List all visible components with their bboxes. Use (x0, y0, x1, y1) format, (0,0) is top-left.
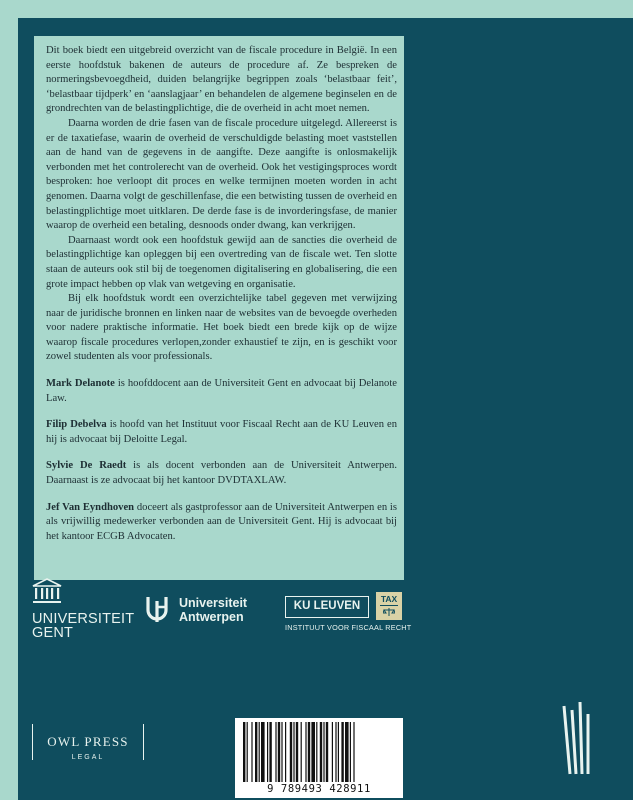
ugent-logo (32, 578, 135, 648)
kuleuven-name: KU LEUVEN (285, 596, 369, 618)
author-name: Filip Debelva (46, 419, 107, 431)
author-name: Mark Delanote (46, 378, 115, 390)
barcode-bar (341, 722, 343, 782)
barcode-bar (338, 722, 339, 782)
ugent-line-2: GENT (32, 625, 74, 641)
blurb-box (34, 36, 404, 580)
kuleuven-logo (285, 592, 435, 640)
publisher-imprint: LEGAL (71, 754, 105, 761)
author-bio-3 (46, 459, 397, 488)
barcode-bar (311, 722, 315, 782)
barcode-bar (305, 722, 306, 782)
barcode-bar (308, 722, 310, 782)
barcode-bar (345, 722, 349, 782)
publisher-name: OWL PRESS (47, 734, 129, 749)
uantwerpen-mark-icon (145, 594, 171, 624)
barcode-bar (243, 722, 245, 782)
barcode-bar (247, 722, 248, 782)
author-bio-4 (46, 501, 397, 545)
author-name: Sylvie De Raedt (46, 460, 127, 472)
blurb-paragraph-1: Dit boek biedt een uitgebreid overzicht van de fiscale procedure in België. In een eerste hoofdstuk bakenen de auteurs de procedure af. Ze bespreken de normeringsbevoegdheid, duiden belangrijke begrippen zoals ‘belastbaar feit’, ‘belastbaar tijdperk’ en ‘aanslagjaar’ en behandelen de algemene beginselen en de grondrechten van de belastingplichtige, die de overheid in acht moet nemen. (46, 45, 397, 115)
barcode-bar (301, 722, 302, 782)
barcode-bar (332, 722, 333, 782)
barcode-bar (293, 722, 294, 782)
isbn-barcode (235, 718, 403, 798)
barcode-bar (251, 722, 252, 782)
owl-press-logo (32, 724, 144, 768)
tax-label: TAX (380, 594, 398, 604)
blurb-paragraph-3: Daarnaast wordt ook een hoofdstuk gewijd aan de sancties die overheid de belastingplichtige kan opleggen bij een overtreding van de fiscale wet. Ten slotte staan de auteurs ook stil bij de toegenomen digitalisering en globalisering, die een grote impact hebben op vlak van wetgeving en organisatie. (46, 234, 397, 290)
author-bio-2 (46, 418, 397, 447)
author-name: Jef Van Eyndhoven (46, 501, 135, 513)
tax-badge (376, 592, 402, 620)
barcode-bar (275, 722, 276, 782)
barcode-bar (320, 722, 322, 782)
author-bio-text: is als docent verbonden aan de Universiteit Antwerpen. Daarnaast is ze advocaat bij het kantoor DVDTAXLAW. (46, 460, 397, 487)
barcode-bars (235, 722, 403, 786)
barcode-bar (259, 722, 260, 782)
barcode-bar (269, 722, 271, 782)
kuleuven-subtitle: INSTITUUT VOOR FISCAAL RECHT (285, 623, 412, 632)
barcode-bar (316, 722, 317, 782)
barcode-bar (323, 722, 324, 782)
ugent-line-1: UNIVERSITEIT (32, 611, 135, 627)
barcode-bar (281, 722, 282, 782)
uantwerpen-logo (145, 594, 275, 630)
barcode-bar (353, 722, 354, 782)
author-bio-1 (46, 377, 397, 406)
author-bio-text: is hoofd van het Instituut voor Fiscaal Recht aan de KU Leuven en hij is advocaat bij Deloitte Legal. (46, 419, 397, 445)
barcode-bar (290, 722, 292, 782)
barcode-bar (335, 722, 336, 782)
barcode-bar (267, 722, 268, 782)
barcode-bar (278, 722, 280, 782)
barcode-bar (350, 722, 351, 782)
author-bio-text: doceert als gastprofessor aan de Universiteit Antwerpen en is als vrijwillig medewerker verbonden aan de Universiteit Gent. Hij is advocaat bij het kantoor ECGB Advocaten. (46, 501, 397, 542)
barcode-bar (255, 722, 257, 782)
uantwerpen-line-1: Universiteit (179, 596, 248, 610)
barcode-bar (326, 722, 328, 782)
isbn-digits: 9 789493 428911 (267, 783, 371, 795)
barcode-bar (285, 722, 286, 782)
scales-icon (383, 608, 395, 617)
uantwerpen-line-2: Antwerpen (179, 610, 244, 624)
blurb-paragraph-2: Daarna worden de drie fasen van de fiscale procedure uitgelegd. Allereerst is er de taxatiefase, waarin de overheid de verschuldigde belasting moet vaststellen aan de hand van de gegevens in de aangifte. Deze aangifte is onlosmakelijk verbonden met het controlerecht van de overheid. Ook het vestigingsproces wordt besproken: hoe verloopt dit proces en welke termijnen moeten worden in acht genomen. Daarna volgt de geschillenfase, die een betwisting tussen de overheid en belastingplichtige moet uitklaren. De derde fase is de invorderingsfase, de manier waarop de overheid een betaling, desnoods onder dwang, kan verkrijgen. (46, 117, 397, 232)
author-bio-text: is hoofddocent aan de Universiteit Gent en advocaat bij Delanote Law. (46, 378, 397, 404)
barcode-bar (261, 722, 265, 782)
blurb-paragraph-4: Bij elk hoofdstuk wordt een overzichtelijke tabel gegeven met verwijzing naar de juridische bronnen en linken naar de websites van de bevoegde overheden voor nadere praktische informatie. Het boek biedt een brede kijk op de wijze waarop fiscale procedures verlopen,zonder exhaustief te zijn, en is geschikt voor zowel studenten als voor professionals. (46, 293, 397, 363)
decorative-lines-icon (556, 700, 606, 780)
building-icon (32, 578, 62, 606)
barcode-bar (296, 722, 298, 782)
